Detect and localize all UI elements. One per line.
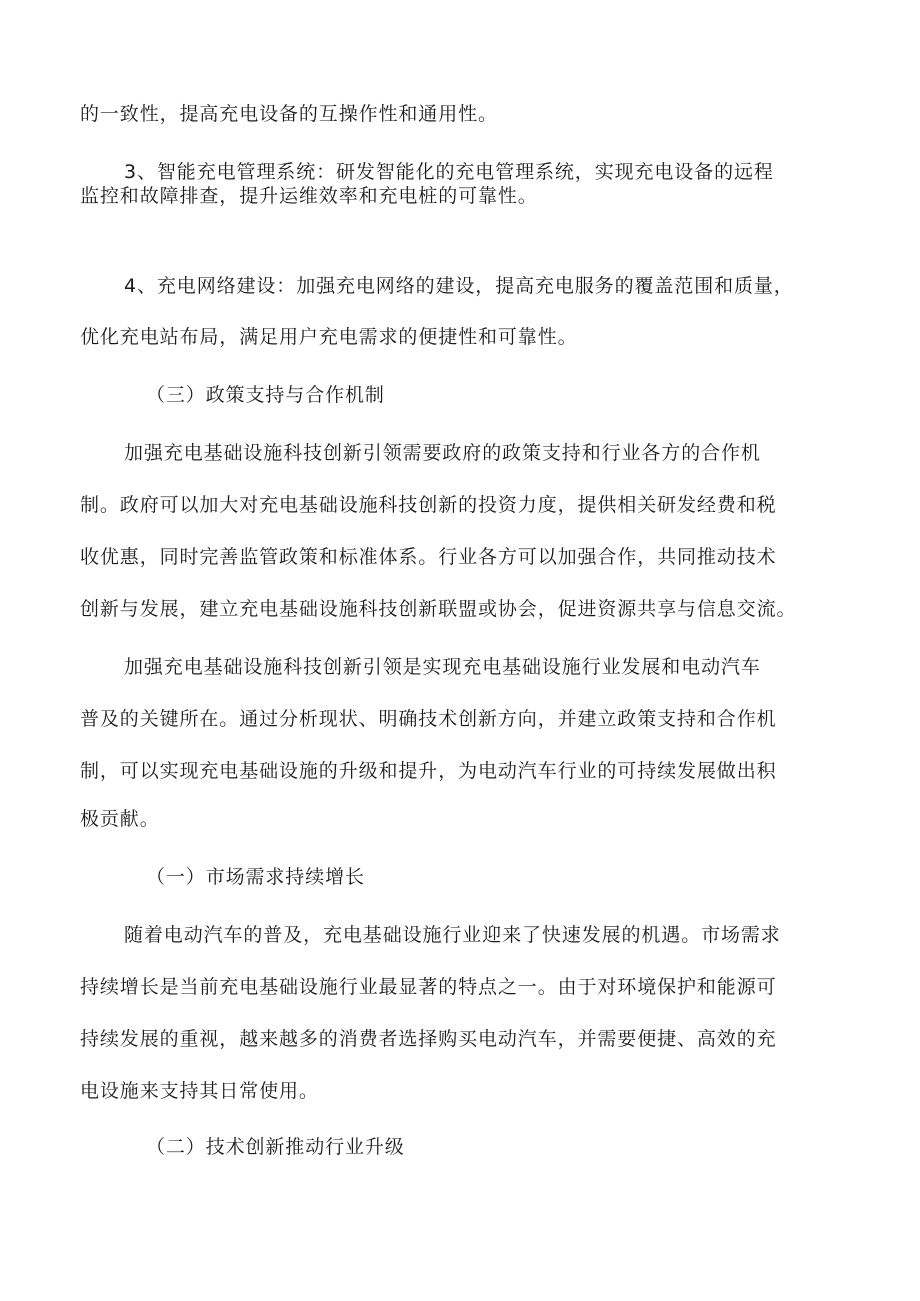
paragraph-line: 普及的关键所在。通过分析现状、明确技术创新方向，并建立政策支持和合作机: [80, 708, 777, 730]
paragraph-line: 持续发展的重视，越来越多的消费者选择购买电动汽车，并需要便捷、高效的充: [80, 1028, 777, 1050]
section-heading-demand: （一）市场需求持续增长: [146, 866, 365, 888]
paragraph-line: 电设施来支持其日常使用。: [80, 1080, 319, 1102]
text-line: 的一致性，提高充电设备的互操作性和通用性。: [80, 103, 498, 125]
paragraph-line: 制。政府可以加大对充电基础设施科技创新的投资力度，提供相关研发经费和税: [80, 494, 777, 516]
paragraph-line: 制，可以实现充电基础设施的升级和提升，为电动汽车行业的可持续发展做出积: [80, 760, 777, 782]
list-item-3: 3、智能充电管理系统：研发智能化的充电管理系统，实现充电设备的远程: [124, 161, 774, 183]
list-item-4: 4、充电网络建设：加强充电网络的建设，提高充电服务的覆盖范围和质量，: [124, 275, 794, 297]
paragraph-line: 创新与发展，建立充电基础设施科技创新联盟或协会，促进资源共享与信息交流。: [80, 598, 797, 620]
paragraph-line: 持续增长是当前充电基础设施行业最显著的特点之一。由于对环境保护和能源可: [80, 976, 777, 998]
section-heading-policy: （三）政策支持与合作机制: [146, 384, 385, 406]
paragraph-line: 极贡献。: [80, 808, 160, 830]
section-heading-innovation: （二）技术创新推动行业升级: [146, 1136, 405, 1158]
paragraph-line: 加强充电基础设施科技创新引领需要政府的政策支持和行业各方的合作机: [124, 442, 761, 464]
paragraph-line: 随着电动汽车的普及，充电基础设施行业迎来了快速发展的机遇。市场需求: [124, 924, 781, 946]
paragraph-line: 加强充电基础设施科技创新引领是实现充电基础设施行业发展和电动汽车: [124, 656, 761, 678]
paragraph-line: 收优惠，同时完善监管政策和标准体系。行业各方可以加强合作，共同推动技术: [80, 546, 777, 568]
text-line: 优化充电站布局，满足用户充电需求的便捷性和可靠性。: [80, 326, 578, 348]
text-line: 监控和故障排查，提升运维效率和充电桩的可靠性。: [80, 185, 538, 207]
